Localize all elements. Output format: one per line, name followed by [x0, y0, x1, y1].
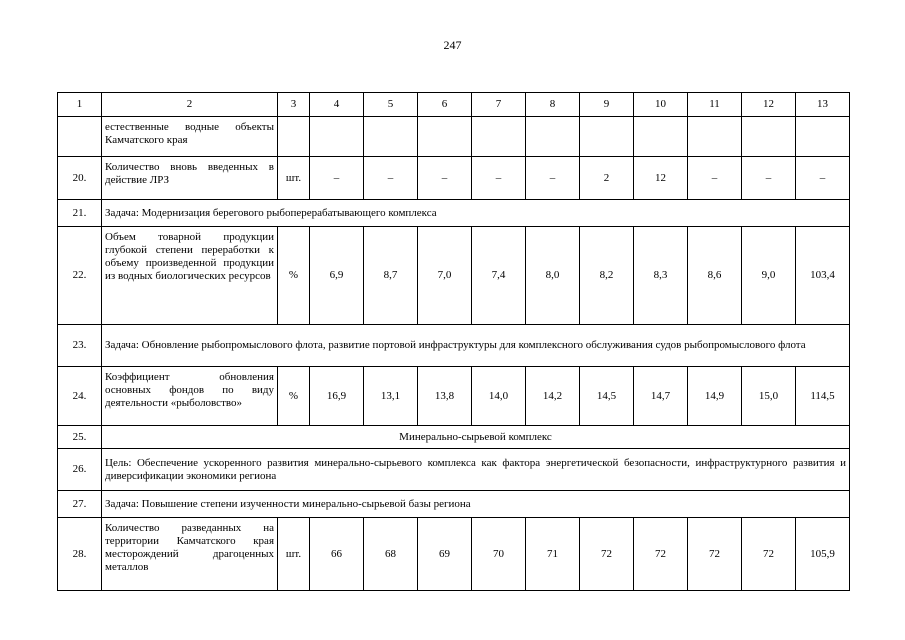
value-cell: 13,1	[364, 367, 418, 426]
value-cell: 7,4	[472, 227, 526, 325]
indicator-name: Количество вновь введенных в действие ЛРЗ	[102, 157, 278, 200]
table-row	[58, 200, 850, 227]
row-number: 20.	[58, 157, 102, 200]
indicator-name: Объем товарной продукции глубокой степени переработки к объему произведенной продукции из водных биологических ресурсов	[102, 227, 278, 325]
value-cell: 8,6	[688, 227, 742, 325]
header-cell: 10	[634, 93, 688, 117]
header-cell: 4	[310, 93, 364, 117]
value-cell: –	[688, 157, 742, 200]
value-cell: 14,5	[580, 367, 634, 426]
value-cell	[796, 117, 850, 157]
row-number: 22.	[58, 227, 102, 325]
row-number: 25.	[58, 426, 102, 449]
value-cell	[688, 117, 742, 157]
value-cell: 16,9	[310, 367, 364, 426]
table-row	[58, 325, 850, 367]
value-cell: 2	[580, 157, 634, 200]
value-cell: 8,7	[364, 227, 418, 325]
value-cell: –	[364, 157, 418, 200]
unit-cell: %	[278, 227, 310, 325]
header-cell: 1	[58, 93, 102, 117]
value-cell: 6,9	[310, 227, 364, 325]
header-cell: 5	[364, 93, 418, 117]
table-row	[58, 367, 850, 426]
task-cell: Задача: Повышение степени изученности минерально-сырьевой базы региона	[102, 491, 850, 518]
section-heading: Минерально-сырьевой комплекс	[102, 426, 850, 449]
table-row	[58, 157, 850, 200]
value-cell	[742, 117, 796, 157]
value-cell: 8,0	[526, 227, 580, 325]
indicators-table	[57, 92, 850, 591]
value-cell: –	[472, 157, 526, 200]
value-cell	[472, 117, 526, 157]
header-cell: 2	[102, 93, 278, 117]
value-cell: 14,9	[688, 367, 742, 426]
header-cell: 7	[472, 93, 526, 117]
table-row	[58, 227, 850, 325]
table-row	[58, 426, 850, 449]
row-number: 21.	[58, 200, 102, 227]
value-cell: 70	[472, 518, 526, 591]
value-cell: 72	[742, 518, 796, 591]
value-cell	[580, 117, 634, 157]
task-cell: Задача: Модернизация берегового рыбоперерабатывающего комплекса	[102, 200, 850, 227]
value-cell	[634, 117, 688, 157]
value-cell	[418, 117, 472, 157]
unit-cell: шт.	[278, 157, 310, 200]
value-cell: 12	[634, 157, 688, 200]
row-number: 27.	[58, 491, 102, 518]
value-cell: –	[418, 157, 472, 200]
value-cell: 8,2	[580, 227, 634, 325]
page-number: 247	[443, 38, 462, 52]
value-cell: 66	[310, 518, 364, 591]
value-cell: –	[526, 157, 580, 200]
header-cell: 12	[742, 93, 796, 117]
value-cell: –	[310, 157, 364, 200]
task-cell: Задача: Обновление рыбопромыслового флота, развитие портовой инфраструктуры для комплексного обслуживания судов рыбопромыслового флота	[102, 325, 850, 367]
row-number: 26.	[58, 449, 102, 491]
value-cell: –	[796, 157, 850, 200]
table-row	[58, 491, 850, 518]
value-cell: –	[742, 157, 796, 200]
value-cell: 72	[580, 518, 634, 591]
value-cell: 7,0	[418, 227, 472, 325]
value-cell: 14,2	[526, 367, 580, 426]
header-cell: 11	[688, 93, 742, 117]
value-cell: 14,0	[472, 367, 526, 426]
value-cell	[364, 117, 418, 157]
value-cell: 71	[526, 518, 580, 591]
table-row	[58, 117, 850, 157]
value-cell: 8,3	[634, 227, 688, 325]
header-cell: 8	[526, 93, 580, 117]
header-cell: 9	[580, 93, 634, 117]
value-cell: 15,0	[742, 367, 796, 426]
value-cell: 68	[364, 518, 418, 591]
value-cell: 9,0	[742, 227, 796, 325]
value-cell: 72	[688, 518, 742, 591]
value-cell: 105,9	[796, 518, 850, 591]
unit-cell: шт.	[278, 518, 310, 591]
value-cell: 13,8	[418, 367, 472, 426]
row-number: 28.	[58, 518, 102, 591]
table-row	[58, 518, 850, 591]
indicator-name: естественные водные объекты Камчатского края	[102, 117, 278, 157]
value-cell	[310, 117, 364, 157]
goal-cell: Цель: Обеспечение ускоренного развития минерально-сырьевого комплекса как фактора энергетической безопасности, инфраструктурного развития и диверсификации экономики региона	[102, 449, 850, 491]
unit-cell	[278, 117, 310, 157]
table-row	[58, 449, 850, 491]
indicator-name: Коэффициент обновления основных фондов по виду деятельности «рыболовство»	[102, 367, 278, 426]
row-number	[58, 117, 102, 157]
indicator-name: Количество разведанных на территории Камчатского края месторождений драгоценных металлов	[102, 518, 278, 591]
header-cell: 6	[418, 93, 472, 117]
value-cell: 72	[634, 518, 688, 591]
header-cell: 3	[278, 93, 310, 117]
header-cell: 13	[796, 93, 850, 117]
value-cell: 103,4	[796, 227, 850, 325]
unit-cell: %	[278, 367, 310, 426]
header-row	[58, 93, 850, 117]
value-cell: 69	[418, 518, 472, 591]
row-number: 24.	[58, 367, 102, 426]
value-cell: 14,7	[634, 367, 688, 426]
row-number: 23.	[58, 325, 102, 367]
value-cell	[526, 117, 580, 157]
value-cell: 114,5	[796, 367, 850, 426]
